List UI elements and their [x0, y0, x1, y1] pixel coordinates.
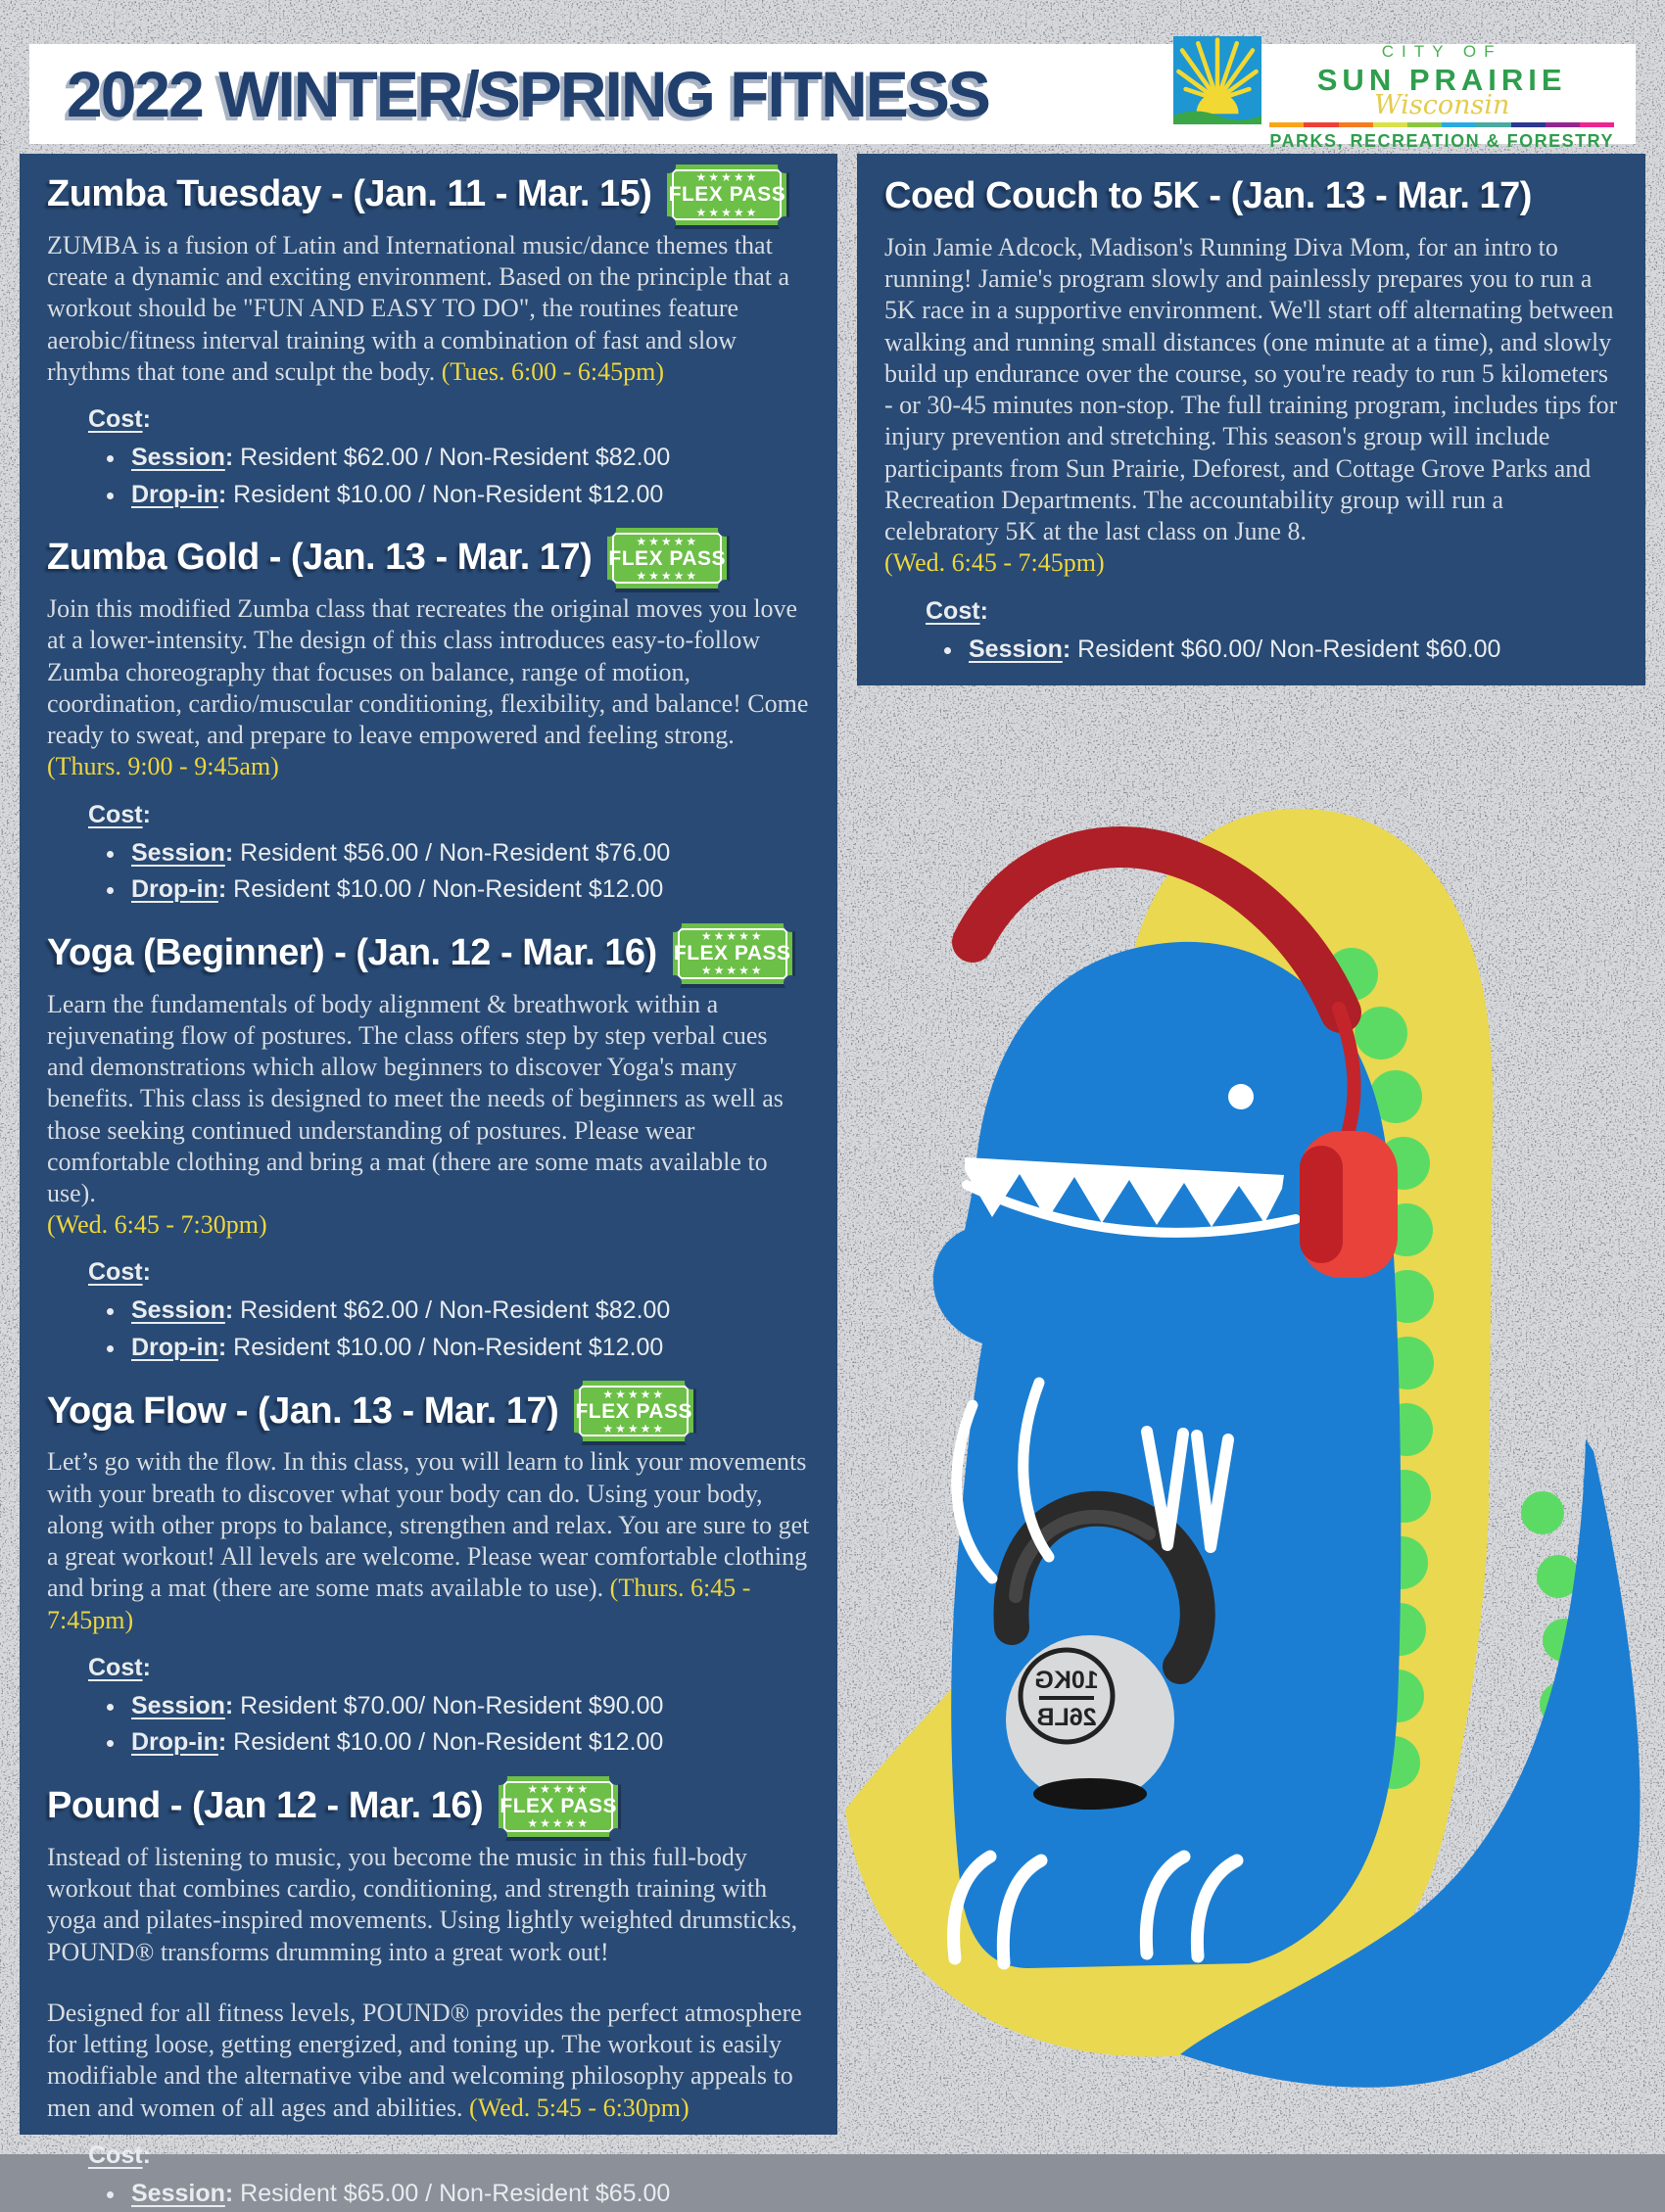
cost-item-label: Session: [131, 1296, 225, 1325]
flex-pass-stars: ★★★★★: [527, 1782, 591, 1797]
program-section: [47, 1779, 810, 2212]
badge-corner-notch: [784, 975, 798, 990]
description-text: Designed for all fitness levels, POUND® provides the perfect atmosphere for letting loose, getting energized, and toning up. The workout is easily modifiable and the alternative vibe and welcoming philosophy appeals to men and women of all ages and abilities.: [47, 1998, 802, 2122]
cost-item-value: Resident $60.00/ Non-Resident $60.00: [1077, 635, 1501, 663]
badge-corner-notch: [601, 580, 616, 594]
cost-item-label: Drop-in: [131, 1728, 218, 1757]
program-title: Zumba Tuesday - (Jan. 11 - Mar. 15): [47, 173, 652, 215]
program-section: [47, 1384, 810, 1761]
rainbow-stripe-segment: [1442, 122, 1476, 127]
cost-item-value: Resident $62.00 / Non-Resident $82.00: [240, 1296, 671, 1325]
cost-heading: Cost:: [88, 405, 151, 434]
left-program-panel: [20, 154, 837, 2207]
program-section: [47, 531, 810, 908]
flex-pass-badge: [574, 1381, 693, 1441]
cost-item-label: Session: [131, 838, 225, 867]
cost-item-value: Resident $10.00 / Non-Resident $12.00: [233, 1333, 664, 1361]
kettlebell-stamp-text: [1034, 1667, 1098, 1731]
cost-item-label: Session: [131, 2179, 225, 2207]
page-title: 2022 WINTER/SPRING FITNESS: [67, 58, 989, 130]
kettlebell-weight-kg: 10KG: [1034, 1667, 1099, 1694]
kettlebell-weight-lb: 26LB: [1036, 1704, 1097, 1731]
cost-heading: Cost:: [88, 800, 151, 828]
cost-item-value: Resident $10.00 / Non-Resident $12.00: [233, 1728, 664, 1757]
cost-item: • Session: Resident $60.00/ Non-Resident $60.00: [965, 632, 1618, 669]
program-paragraph: [47, 230, 810, 388]
badge-corner-notch: [718, 580, 733, 594]
cost-item-label: Session: [131, 1691, 225, 1719]
cost-heading: Cost:: [926, 596, 988, 625]
flex-pass-stars: ★★★★★: [700, 929, 764, 944]
program-title: Coed Couch to 5K - (Jan. 13 - Mar. 17): [884, 175, 1532, 217]
program-paragraph: [884, 547, 1618, 579]
cost-list: [127, 440, 810, 513]
dinosaur-body: [933, 942, 1402, 1968]
flex-pass-label: FLEX PASS: [608, 546, 727, 570]
badge-corner-notch: [493, 1828, 507, 1843]
cost-block: [88, 801, 810, 909]
cost-item-label: Drop-in: [131, 875, 218, 904]
cost-list: [127, 835, 810, 909]
program-header-row: [47, 167, 810, 222]
program-section: [47, 926, 810, 1367]
cost-item: • Drop-in: Resident $10.00 / Non-Resident $12.00: [127, 477, 810, 514]
flex-pass-stars: ★★★★★: [695, 205, 759, 219]
badge-corner-notch: [667, 918, 682, 932]
program-description: [884, 232, 1618, 580]
cost-item-value: Resident $62.00 / Non-Resident $82.00: [240, 444, 671, 472]
cost-list: [127, 2176, 810, 2212]
flex-pass-label: FLEX PASS: [668, 183, 786, 207]
city-logo: [1173, 36, 1614, 152]
sun-icon: [1173, 36, 1261, 124]
cost-item-label: Drop-in: [131, 1333, 218, 1361]
flex-pass-label: FLEX PASS: [673, 942, 791, 965]
cost-list: [127, 1293, 810, 1366]
program-description: [47, 1842, 810, 2124]
flex-pass-stars: ★★★★★: [602, 1422, 666, 1435]
time-text: (Thurs. 6:45 - 7:45pm): [47, 1574, 751, 1634]
flex-pass-stars: ★★★★★: [636, 534, 699, 548]
cost-block: [88, 1258, 810, 1366]
program-header-row: [47, 531, 810, 586]
program-header-row: [47, 1779, 810, 1834]
dinosaur-illustration: [857, 685, 1645, 2154]
rainbow-stripe: [1269, 122, 1614, 127]
badge-corner-notch: [568, 1375, 583, 1389]
cost-item-value: Resident $10.00 / Non-Resident $12.00: [233, 875, 664, 904]
badge-corner-notch: [609, 1770, 624, 1785]
description-text: Join this modified Zumba class that recreates the original moves you love at a lower-intensity. The design of this class introduces easy-to-follow Zumba choreography that focuses on balance, range of motion, coordination, cardio/muscular conditioning, flexibility, and balance! Come ready to sweat, and prepare to leave empowered and feeling strong.: [47, 594, 809, 750]
rainbow-stripe-segment: [1407, 122, 1442, 127]
badge-corner-notch: [778, 159, 792, 173]
rainbow-stripe-segment: [1339, 122, 1373, 127]
badge-corner-notch: [609, 1828, 624, 1843]
rainbow-stripe-segment: [1546, 122, 1580, 127]
program-paragraph: [47, 1842, 810, 1968]
description-text: Learn the fundamentals of body alignment & breathwork within a rejuvenating flow of postures. The class offers step by step verbal cues and demonstrations which allow beginners to discover Yoga's many benefits. This class is designed to meet the needs of beginners as well as those seeking continued understanding of postures. Please wear comfortable clothing and bring a mat (there are some mats available to use).: [47, 989, 784, 1207]
header-bar: [29, 42, 1636, 151]
time-text: (Wed. 5:45 - 6:30pm): [462, 2093, 690, 2122]
flex-pass-label: FLEX PASS: [575, 1399, 693, 1423]
cost-block: [88, 1654, 810, 1762]
badge-corner-notch: [568, 1433, 583, 1447]
flex-pass-badge: [667, 165, 786, 225]
program-section: [884, 169, 1618, 668]
rainbow-stripe-segment: [1304, 122, 1338, 127]
program-paragraph: [47, 989, 810, 1210]
program-paragraph: [47, 751, 810, 782]
program-description: [47, 1446, 810, 1635]
dinosaur-eye: [1228, 1084, 1254, 1109]
badge-corner-notch: [778, 216, 792, 231]
cost-item: • Drop-in: Resident $10.00 / Non-Resident $12.00: [127, 871, 810, 909]
flex-pass-stars: ★★★★★: [695, 170, 759, 185]
program-description: [47, 989, 810, 1242]
cost-list: [965, 632, 1618, 669]
flex-pass-badge: [673, 923, 792, 984]
cost-heading: Cost:: [88, 1653, 151, 1681]
description-text: ZUMBA is a fusion of Latin and International music/dance themes that create a dynamic and exciting environment. Based on the principle that a workout should be "FUN AND EASY TO DO", the routines feature aerobic/fitness interval training with a combination of fast and slow rhythms that tone and sculpt the body.: [47, 231, 790, 386]
flex-pass-stars: ★★★★★: [602, 1387, 666, 1401]
time-text: (Wed. 6:45 - 7:30pm): [47, 1210, 267, 1240]
rainbow-stripe-segment: [1269, 122, 1304, 127]
badge-corner-notch: [667, 975, 682, 990]
badge-corner-notch: [661, 159, 676, 173]
rainbow-stripe-segment: [1580, 122, 1614, 127]
cost-item: • Session: Resident $62.00 / Non-Resident $82.00: [127, 440, 810, 477]
program-title: Yoga Flow - (Jan. 13 - Mar. 17): [47, 1389, 559, 1432]
logo-city-of: CITY OF: [1381, 42, 1502, 61]
program-title: Zumba Gold - (Jan. 13 - Mar. 17): [47, 537, 593, 579]
flex-pass-label: FLEX PASS: [500, 1795, 618, 1818]
program-header-row: [47, 1384, 810, 1438]
headphone-ear-cup-accent: [1300, 1146, 1343, 1263]
program-paragraph: [47, 1998, 810, 2124]
program-header-row: [47, 926, 810, 981]
cost-item: • Session: Resident $70.00/ Non-Resident $90.00: [127, 1688, 810, 1725]
cost-heading: Cost:: [88, 2141, 151, 2169]
description-text: Let’s go with the flow. In this class, you will learn to link your movements with your breath to discover what your body can do. Using your body, along with other props to balance, strengthen and relax. You are sure to get a great workout! All levels are welcome. Please wear comfortable clothing and bring a mat (there are some mats available to use).: [47, 1447, 810, 1603]
logo-city-name: SUN PRAIRIE: [1316, 63, 1567, 97]
logo-department-name: PARKS, RECREATION & FORESTRY: [1269, 131, 1614, 151]
cost-item-label: Session: [131, 444, 225, 472]
badge-corner-notch: [601, 522, 616, 537]
program-title: Pound - (Jan 12 - Mar. 16): [47, 1784, 484, 1826]
badge-corner-notch: [685, 1433, 699, 1447]
time-text: (Tues. 6:00 - 6:45pm): [435, 356, 664, 386]
cost-block: [926, 597, 1618, 669]
program-header-row: [884, 169, 1618, 224]
cost-list: [127, 1688, 810, 1762]
program-paragraph: [47, 1209, 810, 1241]
cost-item: • Drop-in: Resident $10.00 / Non-Resident $12.00: [127, 1724, 810, 1762]
program-paragraph: [47, 593, 810, 751]
cost-item-value: Resident $10.00 / Non-Resident $12.00: [233, 480, 664, 508]
flex-pass-badge: [607, 528, 727, 588]
time-text: (Thurs. 9:00 - 9:45am): [47, 752, 279, 781]
cost-item-value: Resident $65.00 / Non-Resident $65.00: [240, 2179, 671, 2207]
badge-corner-notch: [784, 918, 798, 932]
flex-pass-stars: ★★★★★: [527, 1816, 591, 1831]
cost-item-label: Drop-in: [131, 480, 218, 508]
cost-block: [88, 2141, 810, 2212]
program-paragraph: [47, 1446, 810, 1635]
right-program-panel: [857, 154, 1645, 685]
right-column: [857, 154, 1645, 2154]
rainbow-stripe-segment: [1511, 122, 1546, 127]
program-section: [47, 167, 810, 513]
cost-item: • Session: Resident $65.00 / Non-Resident $65.00: [127, 2176, 810, 2212]
cost-heading: Cost:: [88, 1258, 151, 1287]
cost-block: [88, 405, 810, 513]
rainbow-stripe-segment: [1476, 122, 1510, 127]
time-text: (Wed. 6:45 - 7:45pm): [884, 548, 1105, 578]
program-description: [47, 593, 810, 782]
program-description: [47, 230, 810, 388]
cost-item-label: Session: [969, 635, 1063, 663]
flex-pass-stars: ★★★★★: [636, 568, 699, 583]
badge-corner-notch: [661, 216, 676, 231]
badge-corner-notch: [718, 522, 733, 537]
cost-item: • Drop-in: Resident $10.00 / Non-Resident $12.00: [127, 1330, 810, 1367]
description-text: Instead of listening to music, you become the music in this full-body workout that combines cardio, conditioning, and strength training with yoga and pilates-inspired movements. Using lightly weighted drumsticks, POUND® transforms drumming into a great work out!: [47, 1842, 798, 1966]
badge-corner-notch: [685, 1375, 699, 1389]
rainbow-stripe-segment: [1373, 122, 1407, 127]
logo-state-name: Wisconsin: [1373, 90, 1510, 120]
flex-pass-stars: ★★★★★: [700, 964, 764, 978]
cost-item-value: Resident $70.00/ Non-Resident $90.00: [240, 1691, 664, 1719]
cost-item: • Session: Resident $56.00 / Non-Resident $76.00: [127, 835, 810, 872]
program-title: Yoga (Beginner) - (Jan. 12 - Mar. 16): [47, 931, 657, 973]
cost-item: • Session: Resident $62.00 / Non-Resident $82.00: [127, 1293, 810, 1330]
flex-pass-badge: [499, 1776, 618, 1837]
badge-corner-notch: [493, 1770, 507, 1785]
kettlebell-base: [1033, 1778, 1147, 1810]
program-paragraph: [884, 232, 1618, 547]
description-text: Join Jamie Adcock, Madison's Running Diva Mom, for an intro to running! Jamie's program slowly and painlessly prepares you to run a 5K race in a supportive environment. We'll start off alternating between walking and running small distances (one minute at a time), and slowly build up endurance over the course, so you're ready to run 5 kilometers - or 30-45 minutes non-stop. The full training program, includes tips for injury prevention and stretching. This season's group will include participants from Sun Prairie, Deforest, and Cottage Grove Parks and Recreation Departments. The accountability group will run a celebratory 5K at the last class on June 8.: [884, 233, 1618, 546]
cost-item-value: Resident $56.00 / Non-Resident $76.00: [240, 838, 671, 867]
